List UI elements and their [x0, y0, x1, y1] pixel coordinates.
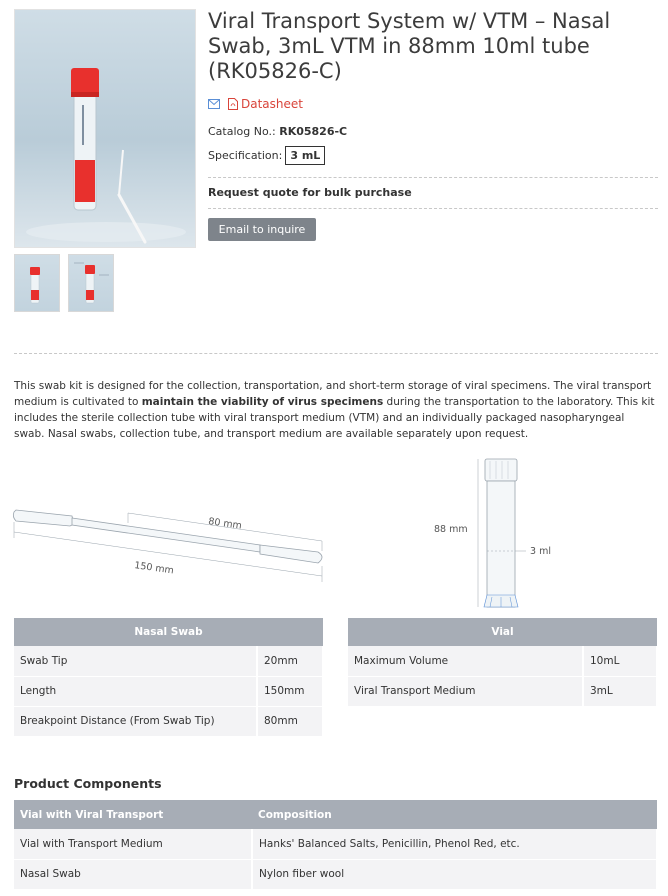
- row-label: Length: [14, 676, 257, 706]
- row-value: 80mm: [257, 706, 323, 736]
- product-title: Viral Transport System w/ VTM – Nasal Swab, 3mL VTM in 88mm 10ml tube (RK05826-C): [208, 9, 611, 83]
- components-header-composition: Composition: [252, 800, 657, 829]
- table-row: [14, 829, 657, 859]
- product-main-image[interactable]: [14, 9, 196, 248]
- email-inquire-button[interactable]: Email to inquire: [208, 218, 316, 241]
- divider: [208, 208, 658, 209]
- component-composition: Hanks' Balanced Salts, Penicillin, Phenol Red, etc.: [252, 829, 657, 859]
- vial-header: Vial: [348, 618, 657, 646]
- row-value: 3mL: [583, 676, 657, 706]
- vial-volume-label: 3 ml: [530, 546, 551, 557]
- table-row: [14, 859, 657, 889]
- mail-icon[interactable]: [208, 99, 220, 109]
- table-row: [14, 706, 323, 736]
- row-value: 150mm: [257, 676, 323, 706]
- section-divider: [14, 353, 658, 354]
- row-label: Viral Transport Medium: [348, 676, 583, 706]
- pdf-icon: [228, 98, 238, 110]
- table-row: [348, 676, 657, 706]
- datasheet-label: Datasheet: [241, 97, 303, 111]
- row-label: Breakpoint Distance (From Swab Tip): [14, 706, 257, 736]
- row-label: Swab Tip: [14, 646, 257, 676]
- product-thumbnail-1[interactable]: [14, 254, 60, 312]
- table-row: [14, 676, 323, 706]
- swab-length-label: 150 mm: [133, 560, 175, 577]
- vial-table: [348, 618, 658, 707]
- components-table: [14, 800, 658, 890]
- product-description: This swab kit is designed for the collection, transportation, and short-term storage of viral specimens. The viral transport medium is cultivated to maintain the viability of virus specimens during the transportation to the laboratory. This kit includes the sterile collection tube with viral transport medium (VTM) and an individually packaged nasopharyngeal swab. Nasal swabs, collection tube, and transport medium are available separately upon request.: [14, 380, 655, 440]
- catalog-value: RK05826-C: [279, 125, 348, 138]
- catalog-label: Catalog No.:: [208, 125, 276, 138]
- specification: [208, 146, 325, 165]
- catalog-number: [208, 125, 347, 138]
- components-header-item: Vial with Viral Transport: [14, 800, 252, 829]
- component-item: Nasal Swab: [14, 859, 252, 889]
- spec-option[interactable]: 3 mL: [285, 146, 325, 165]
- spec-label: Specification:: [208, 149, 283, 162]
- swab-diagram: [10, 490, 330, 590]
- components-title: Product Components: [14, 776, 162, 791]
- table-row: [348, 646, 657, 676]
- datasheet-link[interactable]: [228, 97, 303, 111]
- divider: [208, 177, 658, 178]
- vial-diagram: [430, 455, 560, 615]
- product-actions: [208, 97, 303, 111]
- nasal-swab-header: Nasal Swab: [14, 618, 323, 646]
- product-thumbnail-2[interactable]: [68, 254, 114, 312]
- row-value: 20mm: [257, 646, 323, 676]
- row-label: Maximum Volume: [348, 646, 583, 676]
- vial-height-label: 88 mm: [434, 524, 468, 535]
- bulk-quote-text: Request quote for bulk purchase: [208, 186, 412, 199]
- nasal-swab-table: [14, 618, 324, 737]
- component-composition: Nylon fiber wool: [252, 859, 657, 889]
- component-item: Vial with Transport Medium: [14, 829, 252, 859]
- row-value: 10mL: [583, 646, 657, 676]
- swab-break-label: 80 mm: [207, 516, 243, 532]
- table-row: [14, 646, 323, 676]
